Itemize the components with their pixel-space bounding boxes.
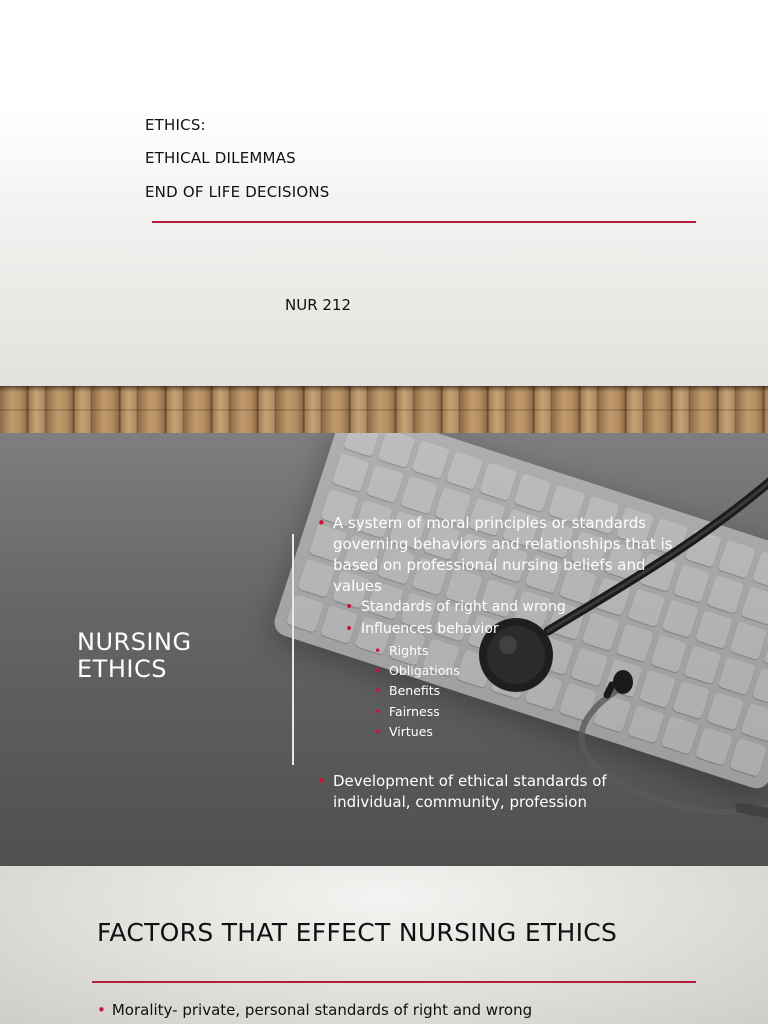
list-item: • Obligations [374, 663, 460, 678]
bullet-list [0, 433, 768, 866]
bullet-dot-icon: • [374, 724, 382, 739]
bullet-dot-icon: • [374, 643, 382, 658]
list-item: • Virtues [374, 724, 433, 739]
section-title: NURSING ETHICS [77, 628, 192, 683]
bullet-dot-icon: • [345, 599, 354, 615]
title-divider [92, 981, 696, 983]
bullet-dot-icon: • [374, 704, 382, 719]
nursing-ethics-slide [0, 433, 768, 866]
list-item: • Morality- private, personal standards of right and wrong [97, 1001, 533, 1019]
list-item: • Rights [374, 643, 429, 658]
list-item: • Fairness [374, 704, 440, 719]
list-item: • A system of moral principles or standards governing behaviors and relationships that is based on professional nursing beliefs and values [317, 514, 673, 595]
list-item: • Development of ethical standards of individual, community, profession [317, 772, 607, 811]
list-item: • Standards of right and wrong [345, 599, 566, 615]
list-item: • Influences behavior [345, 621, 499, 637]
factors-slide [0, 866, 768, 1024]
title-slide [0, 0, 768, 386]
bullet-dot-icon: • [345, 621, 354, 637]
list-item: • Benefits [374, 683, 441, 698]
wood-floor-image [0, 386, 768, 433]
bullet-dot-icon: • [374, 683, 382, 698]
course-code: NUR 212 [285, 296, 352, 314]
bullet-dot-icon: • [374, 663, 382, 678]
title-line-2: ETHICAL DILEMMAS [145, 149, 296, 167]
slide-title: FACTORS THAT EFFECT NURSING ETHICS [97, 918, 618, 947]
title-divider [152, 221, 696, 223]
title-line-1: ETHICS: [145, 116, 206, 134]
bullet-dot-icon: • [317, 772, 326, 790]
bullet-dot-icon: • [317, 514, 326, 532]
bullet-dot-icon: • [97, 1001, 106, 1019]
title-line-3: END OF LIFE DECISIONS [145, 183, 330, 201]
